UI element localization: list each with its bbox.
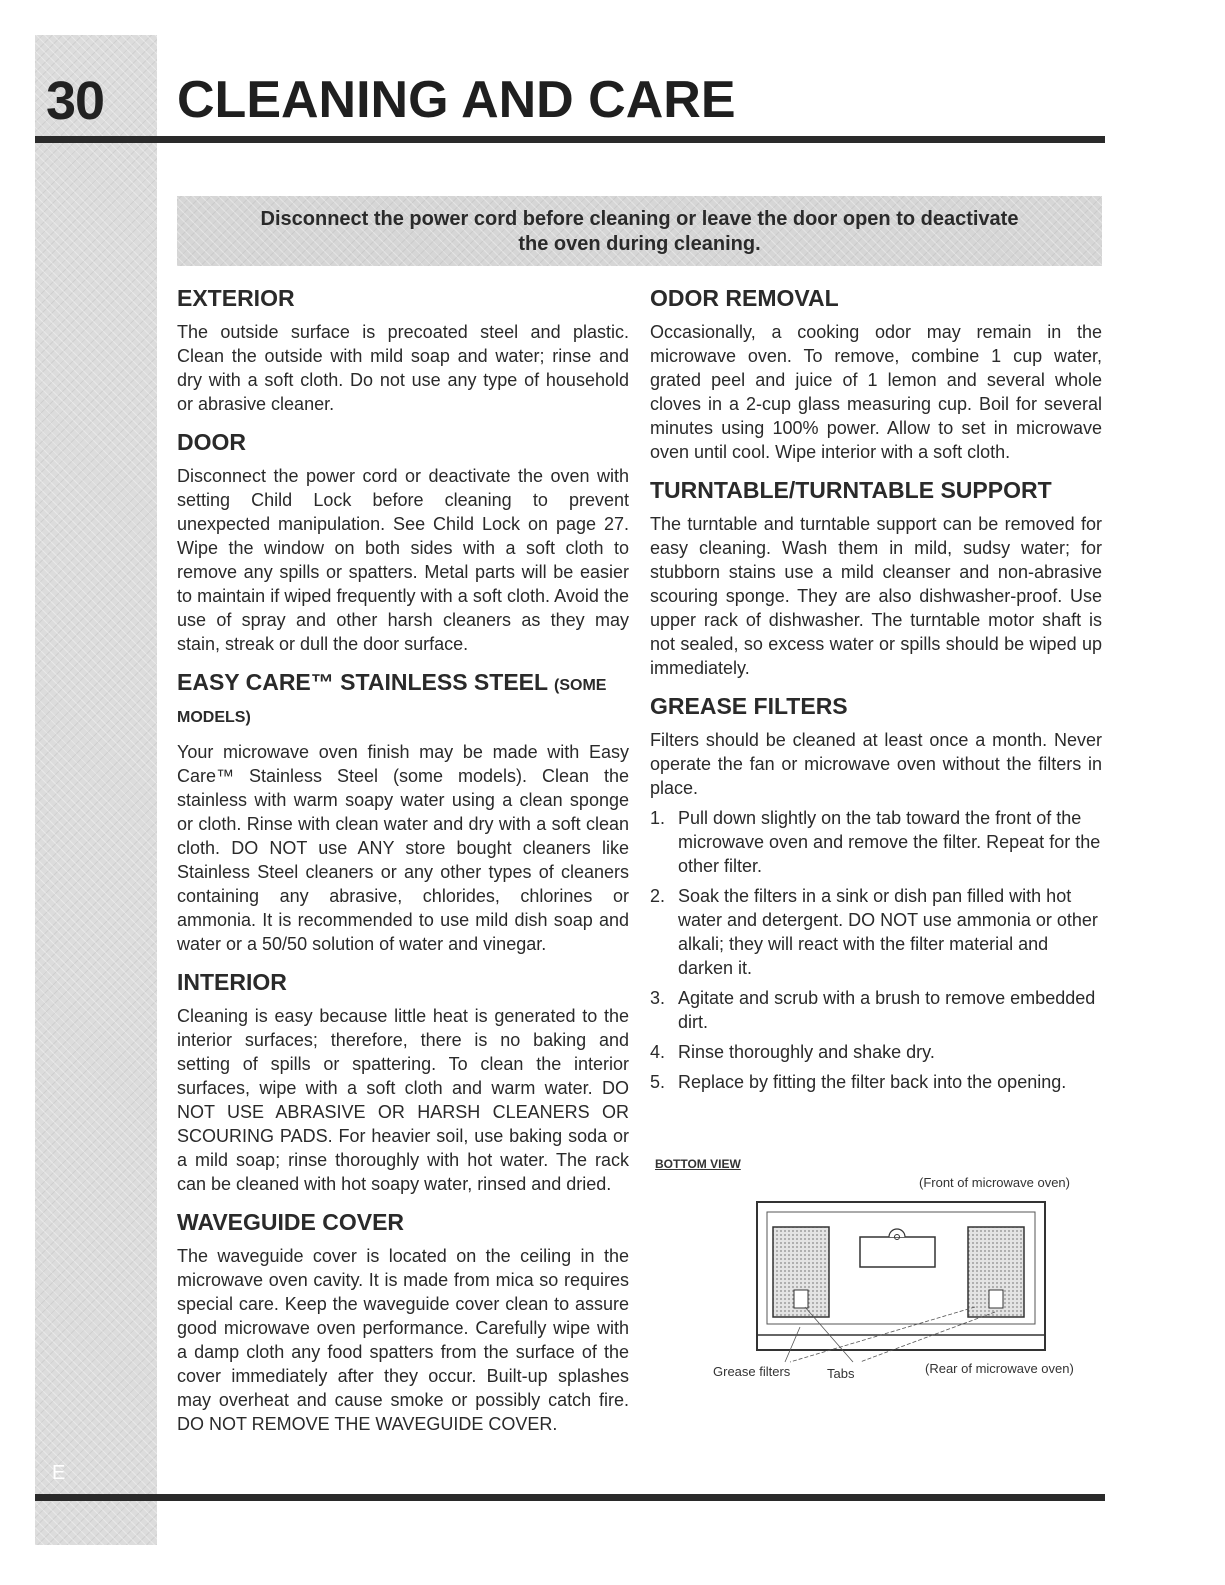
page-title: CLEANING AND CARE — [177, 71, 736, 129]
warning-box — [177, 196, 1102, 266]
step-text: Soak the filters in a sink or dish pan filled with hot water and detergent. DO NOT use ammonia or other alkali; they will react with the filter material and darken it. — [678, 886, 1098, 978]
step-number: 2. — [650, 886, 666, 906]
bottom-view-diagram — [655, 1157, 1105, 1387]
section-exterior — [177, 284, 629, 416]
step-text: Agitate and scrub with a brush to remove embedded dirt. — [678, 988, 1096, 1032]
step-number: 4. — [650, 1042, 666, 1062]
diagram-drawing — [655, 1157, 1105, 1387]
warning-line-1: Disconnect the power cord before cleaning or leave the door open to deactivate — [260, 208, 1019, 230]
side-strip — [35, 35, 157, 1545]
grease-filters-label: Grease filters — [713, 1364, 791, 1379]
heading-grease: GREASE FILTERS — [650, 693, 848, 719]
right-column — [650, 284, 1102, 1106]
diagram-title: BOTTOM VIEW — [655, 1157, 741, 1171]
step-number: 5. — [650, 1072, 666, 1092]
step-text: Rinse thoroughly and shake dry. — [678, 1042, 935, 1062]
section-waveguide — [177, 1208, 629, 1436]
body-turntable: The turntable and turntable support can be removed for easy cleaning. Wash them in mild, sudsy water; for stubborn stains use a mild cleanser and non-abrasive scouring sponge. They are also dishwasher-proof. Use upper rack of dishwasher. The turntable motor shaft is not sealed, so excess water or spills should be wiped up immediately. — [650, 514, 1102, 678]
heading-stainless-suffix: (SOME MODELS) — [177, 677, 607, 726]
body-grease-intro: Filters should be cleaned at least once a month. Never operate the fan or microwave oven without the filters in place. — [650, 730, 1102, 798]
rear-label: (Rear of microwave oven) — [925, 1361, 1074, 1376]
front-label: (Front of microwave oven) — [919, 1175, 1070, 1190]
top-rule — [35, 136, 1105, 143]
heading-odor: ODOR REMOVAL — [650, 285, 839, 311]
heading-stainless — [177, 668, 629, 732]
bottom-rule — [35, 1494, 1105, 1501]
body-stainless: Your microwave oven finish may be made with Easy Care™ Stainless Steel (some models). Clean the stainless with warm soapy water using a clean sponge or cloth. Rinse with clean water and dry with a soft clean cloth. DO NOT use ANY store bought cleaners like Stainless Steel cleaners or any other types of cleaners containing any abrasive, chlorides, chlorines or ammonia. It is recommended to use mild dish soap and water or a 50/50 solution of water and vinegar. — [177, 742, 629, 954]
body-odor: Occasionally, a cooking odor may remain in the microwave oven. To remove, combine 1 cup water, grated peel and juice of 1 lemon and several whole cloves in a 2-cup glass measuring cup. Boil for several minutes using 100% power. Allow to set in microwave oven until cool. Wipe interior with a soft cloth. — [650, 322, 1102, 462]
list-item — [650, 986, 1102, 1034]
list-item — [650, 884, 1102, 980]
list-item — [650, 1040, 1102, 1064]
section-door — [177, 428, 629, 656]
heading-turntable: TURNTABLE/TURNTABLE SUPPORT — [650, 477, 1052, 503]
section-turntable — [650, 476, 1102, 680]
body-waveguide: The waveguide cover is located on the ceiling in the microwave oven cavity. It is made from mica so requires special care. Keep the waveguide cover clean to assure good microwave oven performance. Carefully wipe with a damp cloth any food spatters from the surface of the cover immediately after they occur. Built-up splashes may overheat and cause smoke or possibly catch fire. DO NOT REMOVE THE WAVEGUIDE COVER. — [177, 1246, 629, 1434]
heading-exterior: EXTERIOR — [177, 285, 295, 311]
language-mark: E — [52, 1462, 66, 1484]
heading-interior: INTERIOR — [177, 969, 287, 995]
tabs-label: Tabs — [827, 1366, 855, 1381]
list-item — [650, 806, 1102, 878]
heading-waveguide: WAVEGUIDE COVER — [177, 1209, 405, 1235]
body-interior: Cleaning is easy because little heat is generated to the interior surfaces; therefore, there is no baking and setting of spills or spattering. To clean the interior surfaces, wipe with a soft cloth and warm water. DO NOT USE ABRASIVE OR HARSH CLEANERS OR SCOURING PADS. For heavier soil, use baking soda or a mild soap; rinse thoroughly with hot water. The rack can be cleaned with hot soapy water, rinsed and dried. — [177, 1006, 629, 1194]
section-interior — [177, 968, 629, 1196]
section-odor — [650, 284, 1102, 464]
body-door: Disconnect the power cord or deactivate the oven with setting Child Lock before cleaning to prevent unexpected manipulation. See Child Lock on page 27. Wipe the window on both sides with a soft cloth to remove any spills or spatters. Metal parts will be easier to maintain if wiped frequently with a soft cloth. Avoid the use of spray and other harsh cleaners as they may stain, streak or dull the door surface. — [177, 466, 629, 654]
grease-steps-list — [650, 806, 1102, 1094]
list-item — [650, 1070, 1102, 1094]
step-text: Pull down slightly on the tab toward the front of the microwave oven and remove the filter. Repeat for the other filter. — [678, 808, 1101, 876]
body-exterior: The outside surface is precoated steel and plastic. Clean the outside with mild soap and water; rinse and dry with a soft cloth. Do not use any type of household or abrasive cleaner. — [177, 322, 629, 414]
warning-line-2: the oven during cleaning. — [518, 233, 761, 255]
heading-door: DOOR — [177, 429, 246, 455]
section-grease — [650, 692, 1102, 1094]
heading-stainless-main: EASY CARE™ STAINLESS STEEL — [177, 669, 548, 695]
section-stainless — [177, 668, 629, 956]
step-number: 3. — [650, 988, 666, 1008]
page-number: 30 — [46, 71, 105, 131]
step-number: 1. — [650, 808, 666, 828]
left-column — [177, 284, 629, 1448]
step-text: Replace by fitting the filter back into the opening. — [678, 1072, 1067, 1092]
